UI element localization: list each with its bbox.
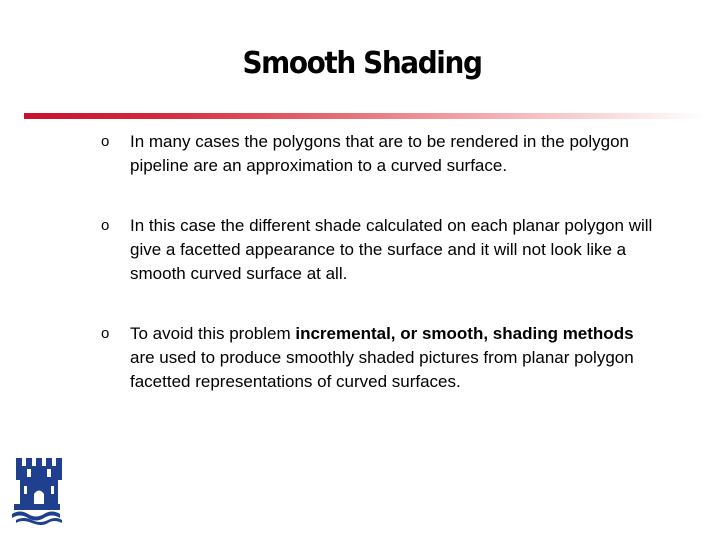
bullet-text-after: are used to produce smoothly shaded pictures from planar polygon facetted representations of curved surfaces. (130, 348, 634, 391)
bullet-text: In this case the different shade calculated on each planar polygon will give a facetted appearance to the surface and it will not look like a smooth curved surface at all. (130, 216, 653, 283)
bullet-marker: o (101, 133, 110, 150)
bullet-marker: o (101, 325, 110, 342)
castle-tower-logo-icon (10, 456, 64, 526)
bullet-text-bold: incremental, or smooth, shading methods (295, 324, 634, 343)
bullet-item (101, 322, 661, 394)
bullet-text-before: To avoid this problem (130, 324, 296, 343)
slide-title: Smooth Shading (242, 46, 482, 81)
bullet-marker: o (101, 217, 110, 234)
bullet-text: In many cases the polygons that are to be rendered in the polygon pipeline are an approximation to a curved surface. (130, 132, 629, 175)
bullet-text (130, 324, 634, 391)
bullet-item (101, 214, 661, 286)
bullet-list (101, 130, 661, 430)
bullet-item (101, 130, 661, 178)
title-divider (24, 113, 706, 119)
